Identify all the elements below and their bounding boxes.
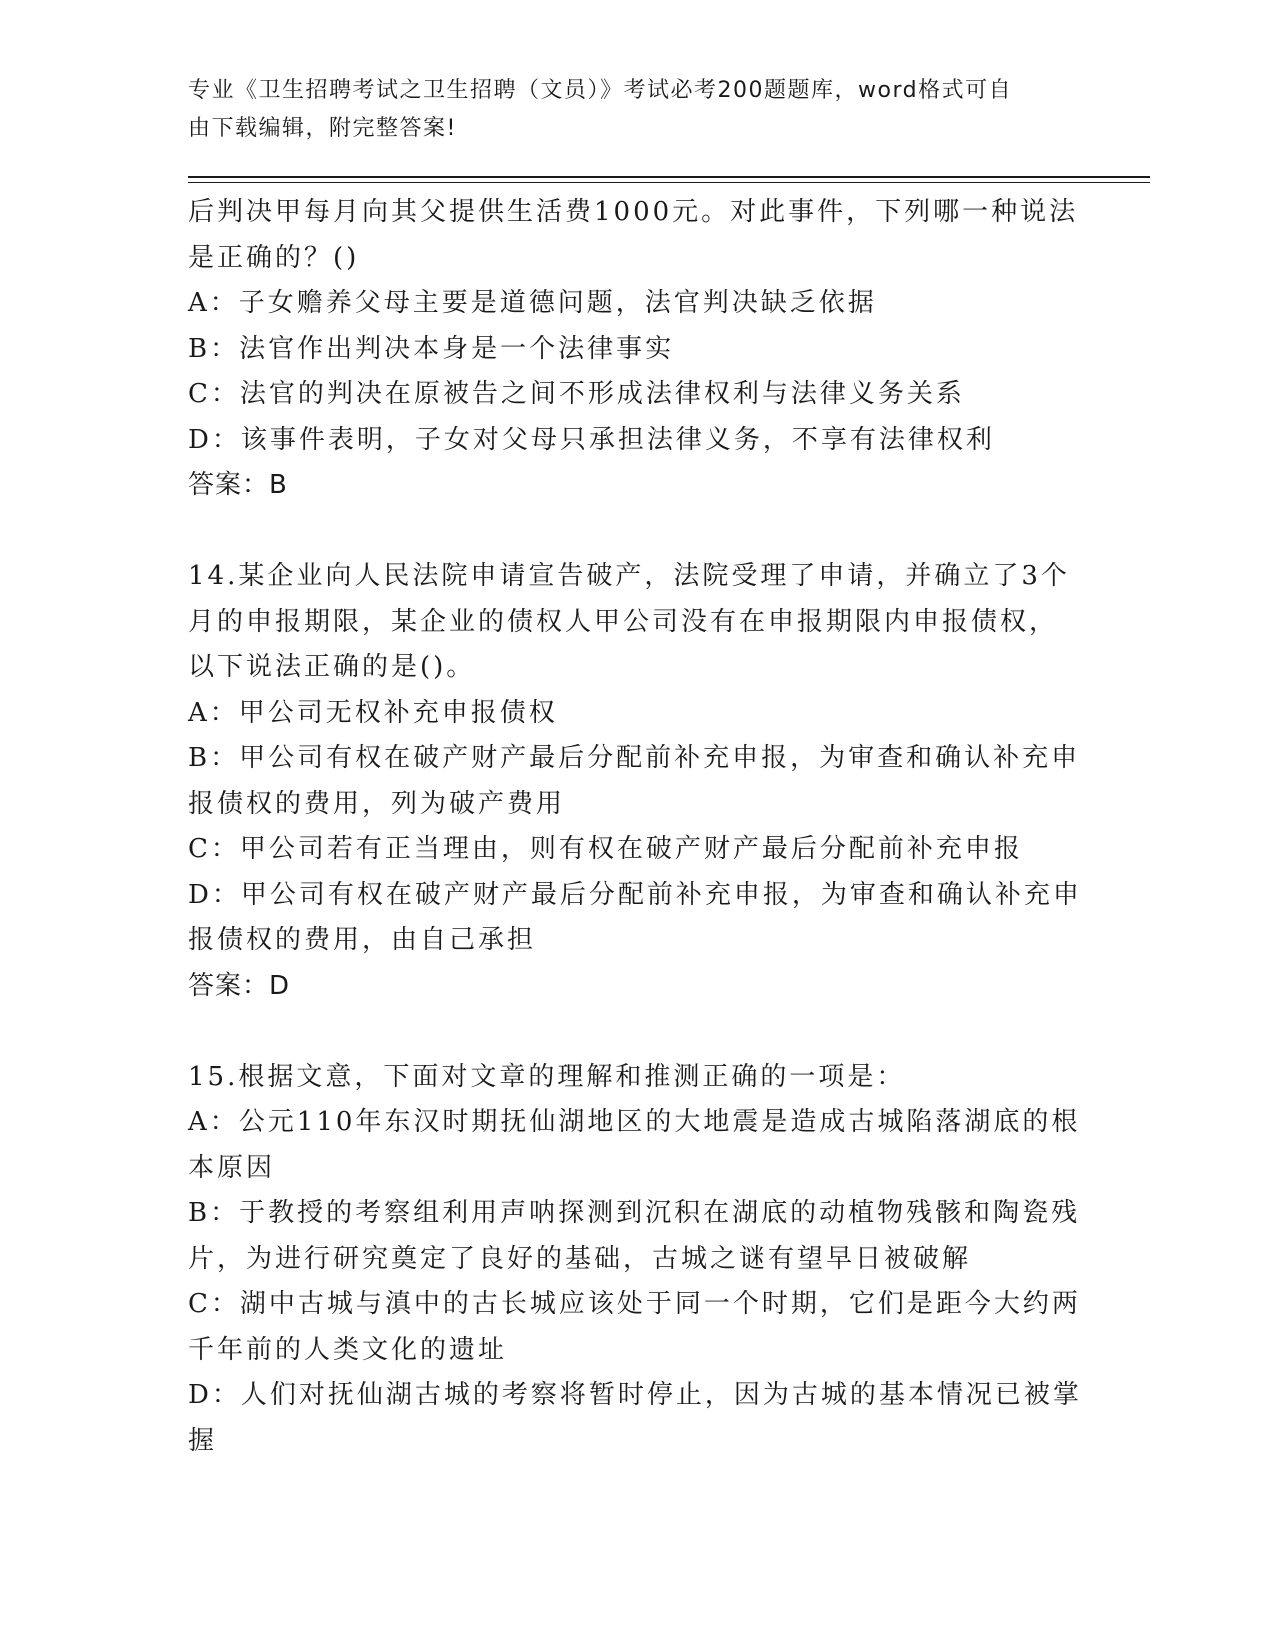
page-header	[188, 72, 1068, 148]
option-a: A：公元110年东汉时期抚仙湖地区的大地震是造成古城陷落湖底的根	[188, 1107, 1081, 1137]
question-13	[188, 190, 1088, 509]
option-d: D：甲公司有权在破产财产最后分配前补充申报，为审查和确认补充申	[188, 879, 1082, 910]
question-stem-line: 是正确的？()	[188, 242, 360, 273]
header-line-2: 由下载编辑，附完整答案!	[188, 116, 457, 141]
option-b-continued: 报债权的费用，列为破产费用	[188, 788, 566, 819]
header-divider-thick	[188, 176, 1150, 178]
option-a-continued: 本原因	[188, 1152, 276, 1183]
option-c: C：甲公司若有正当理由，则有权在破产财产最后分配前补充申报	[188, 834, 1023, 864]
option-b-continued: 片，为进行研究奠定了良好的基础，古城之谜有望早日被破解	[188, 1243, 972, 1274]
question-stem-line: 月的申报期限，某企业的债权人甲公司没有在申报期限内申报债权，	[188, 606, 1059, 637]
question-stem-line: 以下说法正确的是()。	[188, 652, 476, 682]
question-stem-line: 后判决甲每月向其父提供生活费1000元。对此事件，下列哪一种说法	[188, 197, 1079, 227]
answer-line: 答案：D	[188, 970, 291, 1001]
option-a: A：甲公司无权补充申报债权	[188, 697, 558, 728]
question-stem-line: 14.某企业向人民法院申请宣告破产，法院受理了申请，并确立了3个	[188, 561, 1070, 591]
header-divider-thin	[188, 182, 1150, 183]
option-b: B：甲公司有权在破产财产最后分配前补充申报，为审查和确认补充申	[188, 743, 1081, 773]
option-c: C：湖中古城与滇中的古长城应该处于同一个时期，它们是距今大约两	[188, 1289, 1081, 1319]
option-d-continued: 握	[188, 1425, 218, 1456]
option-a: A：子女赡养父母主要是道德问题，法官判决缺乏依据	[188, 288, 877, 318]
answer-line: 答案：B	[188, 470, 288, 500]
option-b: B：于教授的考察组利用声呐探测到沉积在湖底的动植物残骸和陶瓷残	[188, 1198, 1081, 1228]
question-15	[188, 1055, 1088, 1465]
option-c-continued: 千年前的人类文化的遗址	[188, 1334, 508, 1365]
option-b: B：法官作出判决本身是一个法律事实	[188, 333, 675, 364]
header-line-1: 专业《卫生招聘考试之卫生招聘（文员）》考试必考200题题库，word格式可自	[188, 78, 1013, 103]
option-d: D：该事件表明，子女对父母只承担法律义务，不享有法律权利	[188, 424, 995, 455]
spacer	[188, 1009, 1088, 1055]
question-stem-line: 15.根据文意，下面对文章的理解和推测正确的一项是：	[188, 1061, 906, 1092]
option-d-continued: 报债权的费用，由自己承担	[188, 925, 537, 955]
document-body	[188, 190, 1088, 1464]
spacer	[188, 509, 1088, 555]
option-c: C：法官的判决在原被告之间不形成法律权利与法律义务关系	[188, 379, 965, 409]
option-d: D：人们对抚仙湖古城的考察将暂时停止，因为古城的基本情况已被掌	[188, 1380, 1082, 1410]
question-14	[188, 554, 1088, 1009]
